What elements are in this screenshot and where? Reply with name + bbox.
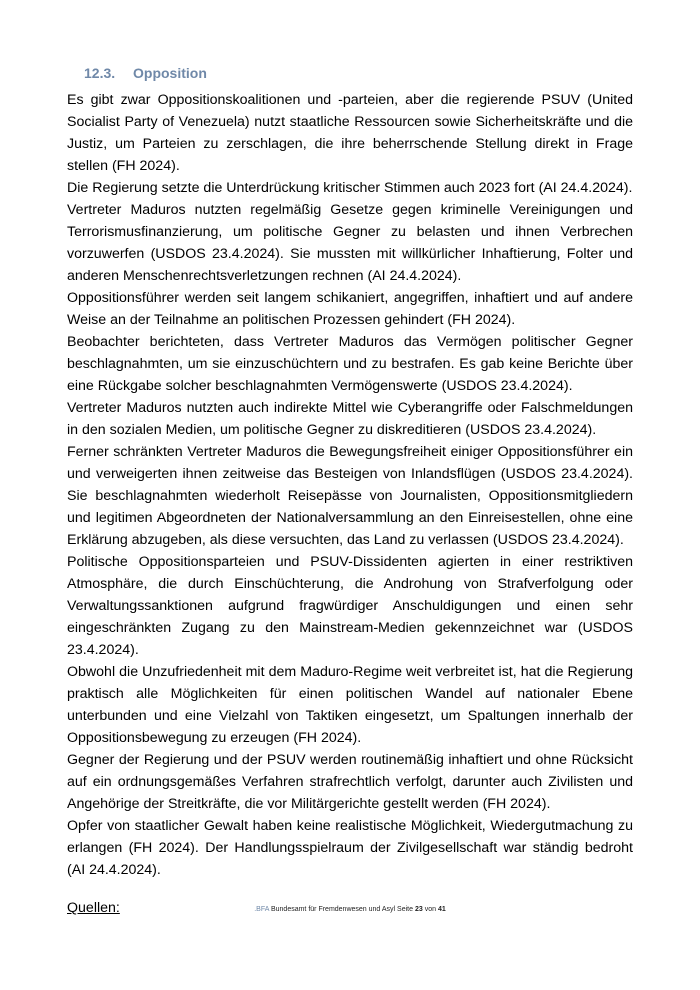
footer-page-label: Seite <box>397 906 414 913</box>
footer-page-total: 41 <box>437 906 446 913</box>
sources-heading: Quellen: <box>67 900 120 916</box>
paragraph: Obwohl die Unzufriedenheit mit dem Maduro-Regime weit verbreitet ist, hat die Regierung praktisch alle Möglichkeiten für einen politischen Wandel auf nationaler Ebene unterbunden und eine Vielzahl von Taktiken eingesetzt, um Spaltungen innerhalb der Oppositionsbewegung zu erzeugen (FH 2024). <box>67 664 633 746</box>
paragraph: Vertreter Maduros nutzten auch indirekte Mittel wie Cyberangriffe oder Falschmeldungen in den sozialen Medien, um politische Gegner zu diskreditieren (USDOS 23.4.2024). <box>67 400 633 438</box>
paragraph: Ferner schränkten Vertreter Maduros die Bewegungsfreiheit einiger Oppositionsführer ein und verweigerten ihnen zeitweise das Besteigen von Inlandsflügen (USDOS 23.4.2024). Sie beschlagnahmten wiederholt Reisepässe von Journalisten, Oppositionsmitgliedern und legitimen Abgeordneten der Nationalversammlung an den Einreisestellen, ohne eine Erklärung abzugeben, als diese versuchten, das Land zu verlassen (USDOS 23.4.2024). <box>67 444 633 548</box>
bfa-logo: .BFA <box>254 906 270 913</box>
paragraph: Gegner der Regierung und der PSUV werden routinemäßig inhaftiert und ohne Rücksicht auf ein ordnungsgemäßes Verfahren strafrechtlich verfolgt, darunter auch Zivilisten und Angehörige der Streitkräfte, die vor Militärgerichte gestellt werden (FH 2024). <box>67 752 633 812</box>
document-body <box>67 89 633 919</box>
section-number: 12.3. <box>84 65 116 81</box>
section-heading <box>84 65 207 81</box>
paragraph: Opfer von staatlicher Gewalt haben keine realistische Möglichkeit, Wiedergutmachung zu erlangen (FH 2024). Der Handlungsspielraum der Zivilgesellschaft war ständig bedroht (AI 24.4.2024). <box>67 818 633 878</box>
paragraph: Vertreter Maduros nutzten regelmäßig Gesetze gegen kriminelle Vereinigungen und Terrorismusfinanzierung, um politische Gegner zu belasten und ihnen Verbrechen vorzuwerfen (USDOS 23.4.2024). Sie mussten mit willkürlicher Inhaftierung, Folter und anderen Menschenrechtsverletzungen rechnen (AI 24.4.2024). <box>67 202 633 284</box>
paragraph: Politische Oppositionsparteien und PSUV-Dissidenten agierten in einer restriktiven Atmosphäre, die durch Einschüchterung, die Androhung von Strafverfolgung oder Verwaltungssanktionen aufgrund fragwürdiger Anschuldigungen und einen sehr eingeschränkten Zugang zu den Mainstream-Medien gekennzeichnet war (USDOS 23.4.2024). <box>67 554 633 658</box>
footer-org: Bundesamt für Fremdenwesen und Asyl <box>270 906 396 913</box>
footer-page-number: 23 <box>414 906 423 913</box>
section-title: Opposition <box>133 65 207 81</box>
footer-of-label: von <box>424 906 437 913</box>
page-footer <box>0 906 700 913</box>
paragraph: Es gibt zwar Oppositionskoalitionen und -parteien, aber die regierende PSUV (United Socialist Party of Venezuela) nutzt staatliche Ressourcen sowie Sicherheitskräfte und die Justiz, um Parteien zu zerschlagen, die ihre beherrschende Stellung direkt in Frage stellen (FH 2024). <box>67 92 633 174</box>
paragraph: Oppositionsführer werden seit langem schikaniert, angegriffen, inhaftiert und auf andere Weise an der Teilnahme an politischen Prozessen gehindert (FH 2024). <box>67 290 633 328</box>
paragraph: Beobachter berichteten, dass Vertreter Maduros das Vermögen politischer Gegner beschlagnahmten, um sie einzuschüchtern und zu bestrafen. Es gab keine Berichte über eine Rückgabe solcher beschlagnahmten Vermögenswerte (USDOS 23.4.2024). <box>67 334 633 394</box>
paragraph: Die Regierung setzte die Unterdrückung kritischer Stimmen auch 2023 fort (AI 24.4.2024). <box>67 180 633 196</box>
